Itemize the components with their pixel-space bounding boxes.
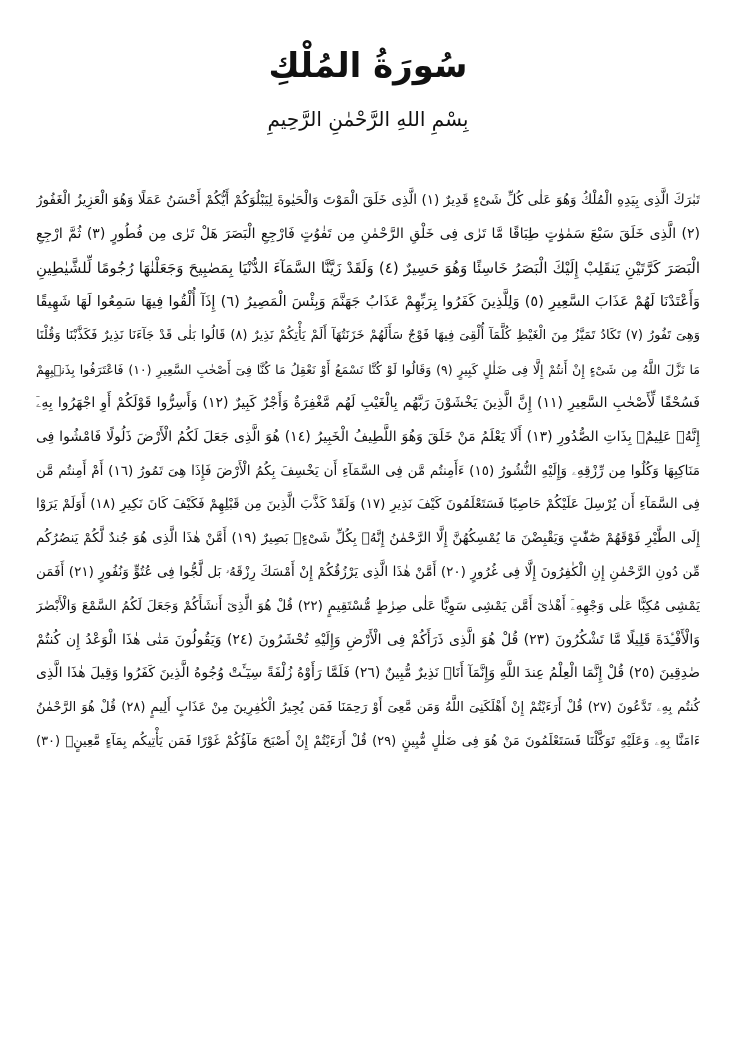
- text-line: وَالْأَفْـِٔدَةَ قَلِيلًا مَّا تَشْكُرُونَ (٢٣) قُلْ هُوَ الَّذِى ذَرَأَكُمْ فِى الْأَرْضِ وَإِلَيْهِ تُحْشَرُونَ (٢٤) وَيَقُولُونَ مَتٰى هٰذَا الْوَعْدُ إِن كُنتُمْ: [36, 631, 700, 648]
- text-line: وَأَعْتَدْنَا لَهُمْ عَذَابَ السَّعِيرِ (٥) وَلِلَّذِينَ كَفَرُوا بِرَبِّهِمْ عَذَابُ جَهَنَّمَ وَبِئْسَ الْمَصِيرُ (٦) إِذَآ أُلْقُوا فِيهَا سَمِعُوا لَهَا شَهِيقًا: [36, 293, 700, 310]
- text-line: فِى السَّمَآءِ أَن يُرْسِلَ عَلَيْكُمْ حَاصِبًا فَسَتَعْلَمُونَ كَيْفَ نَذِيرِ (١٧) وَلَقَدْ كَذَّبَ الَّذِينَ مِن قَبْلِهِمْ فَكَيْفَ كَانَ نَكِيرِ (١٨) أَوَلَمْ يَرَوْا: [36, 496, 700, 513]
- basmala: بِسْمِ اللهِ الرَّحْمٰنِ الرَّحِيمِ: [267, 107, 469, 132]
- verse-text-block: [36, 184, 700, 759]
- text-line: تَبٰرَكَ الَّذِى بِيَدِهِ الْمُلْكُ وَهُوَ عَلٰى كُلِّ شَىْءٍ قَدِيرٌ (١) الَّذِى خَلَقَ الْمَوْتَ وَالْحَيٰوةَ لِيَبْلُوَكُمْ أَيُّكُمْ أَحْسَنُ عَمَلًا وَهُوَ الْعَزِيزُ الْغَفُورُ: [36, 192, 700, 209]
- text-line: وَهِىَ تَفُورُ (٧) تَكَادُ تَمَيَّزُ مِنَ الْغَيْظِ كُلَّمَآ أُلْقِىَ فِيهَا فَوْجٌ سَأَلَهُمْ خَزَنَتُهَآ أَلَمْ يَأْتِكُمْ نَذِيرٌ (٨) قَالُوا بَلٰى قَدْ جَآءَنَا نَذِيرٌ فَكَذَّبْنَا وَقُلْنَا: [36, 328, 700, 344]
- text-line: إِنَّهُۥ عَلِيمٌۢ بِذَاتِ الصُّدُورِ (١٣) أَلَا يَعْلَمُ مَنْ خَلَقَ وَهُوَ اللَّطِيفُ الْخَبِيرُ (١٤) هُوَ الَّذِى جَعَلَ لَكُمُ الْأَرْضَ ذَلُولًا فَامْشُوا فِى: [36, 428, 700, 445]
- text-line: كُنتُم بِهِۦ تَدَّعُونَ (٢٧) قُلْ أَرَءَيْتُمْ إِنْ أَهْلَكَنِىَ اللَّهُ وَمَن مَّعِىَ أَوْ رَحِمَنَا فَمَن يُجِيرُ الْكٰفِرِينَ مِنْ عَذَابٍ أَلِيمٍ (٢٨) قُلْ هُوَ الرَّحْمٰنُ: [36, 700, 700, 716]
- text-line: مِّن دُونِ الرَّحْمٰنِ إِنِ الْكٰفِرُونَ إِلَّا فِى غُرُورٍ (٢٠) أَمَّنْ هٰذَا الَّذِى يَرْزُقُكُمْ إِنْ أَمْسَكَ رِزْقَهُۥ بَل لَّجُّوا فِى عُتُوٍّ وَنُفُورٍ (٢١) أَفَمَن: [36, 563, 700, 580]
- text-line: (٢) الَّذِى خَلَقَ سَبْعَ سَمٰوٰتٍ طِبَاقًا مَّا تَرٰى فِى خَلْقِ الرَّحْمٰنِ مِن تَفٰوُتٍ فَارْجِعِ الْبَصَرَ هَلْ تَرٰى مِن فُطُورٍ (٣) ثُمَّ ارْجِعِ: [36, 225, 700, 242]
- text-line: صٰدِقِينَ (٢٥) قُلْ إِنَّمَا الْعِلْمُ عِندَ اللَّهِ وَإِنَّمَآ أَنَا۠ نَذِيرٌ مُّبِينٌ (٢٦) فَلَمَّا رَأَوْهُ زُلْفَةً سِيٓـَٔتْ وُجُوهُ الَّذِينَ كَفَرُوا وَقِيلَ هٰذَا الَّذِى: [36, 665, 700, 682]
- text-line: ءَامَنَّا بِهِۦ وَعَلَيْهِ تَوَكَّلْنَا فَسَتَعْلَمُونَ مَنْ هُوَ فِى ضَلٰلٍ مُّبِينٍ (٢٩) قُلْ أَرَءَيْتُمْ إِنْ أَصْبَحَ مَآؤُكُمْ غَوْرًا فَمَن يَأْتِيكُم بِمَآءٍ مَّعِينٍۭ (٣٠): [36, 733, 700, 749]
- text-line: إِلَى الطَّيْرِ فَوْقَهُمْ صٰٓفّٰتٍ وَيَقْبِضْنَ مَا يُمْسِكُهُنَّ إِلَّا الرَّحْمٰنُ إِنَّهُۥ بِكُلِّ شَىْءٍۢ بَصِيرٌ (١٩) أَمَّنْ هٰذَا الَّذِى هُوَ جُندٌ لَّكُمْ يَنصُرُكُم: [36, 530, 700, 547]
- text-line: فَسُحْقًا لِّأَصْحٰبِ السَّعِيرِ (١١) إِنَّ الَّذِينَ يَخْشَوْنَ رَبَّهُم بِالْغَيْبِ لَهُم مَّغْفِرَةٌ وَأَجْرٌ كَبِيرٌ (١٢) وَأَسِرُّوا قَوْلَكُمْ أَوِ اجْهَرُوا بِهِۦٓ: [36, 394, 700, 411]
- text-line: الْبَصَرَ كَرَّتَيْنِ يَنقَلِبْ إِلَيْكَ الْبَصَرُ خَاسِئًا وَهُوَ حَسِيرٌ (٤) وَلَقَدْ زَيَّنَّا السَّمَآءَ الدُّنْيَا بِمَصٰبِيحَ وَجَعَلْنٰهَا رُجُومًا لِّلشَّيٰطِينِ: [36, 258, 700, 277]
- text-line: مَا نَزَّلَ اللَّهُ مِن شَىْءٍ إِنْ أَنتُمْ إِلَّا فِى ضَلٰلٍ كَبِيرٍ (٩) وَقَالُوا لَوْ كُنَّا نَسْمَعُ أَوْ نَعْقِلُ مَا كُنَّا فِىٓ أَصْحٰبِ السَّعِيرِ (١٠) فَاعْتَرَفُوا بِذَنۢبِهِمْ: [36, 362, 700, 378]
- text-line: مَنَاكِبِهَا وَكُلُوا مِن رِّزْقِهِۦ وَإِلَيْهِ النُّشُورُ (١٥) ءَأَمِنتُم مَّن فِى السَّمَآءِ أَن يَخْسِفَ بِكُمُ الْأَرْضَ فَإِذَا هِىَ تَمُورُ (١٦) أَمْ أَمِنتُم مَّن: [36, 462, 700, 479]
- surah-title: سُورَةُ المُلْكِ: [268, 46, 468, 86]
- text-line: يَمْشِى مُكِبًّا عَلٰى وَجْهِهِۦٓ أَهْدٰىٓ أَمَّن يَمْشِى سَوِيًّا عَلٰى صِرٰطٍ مُّسْتَقِيمٍ (٢٢) قُلْ هُوَ الَّذِىٓ أَنشَأَكُمْ وَجَعَلَ لَكُمُ السَّمْعَ وَالْأَبْصٰرَ: [36, 597, 700, 614]
